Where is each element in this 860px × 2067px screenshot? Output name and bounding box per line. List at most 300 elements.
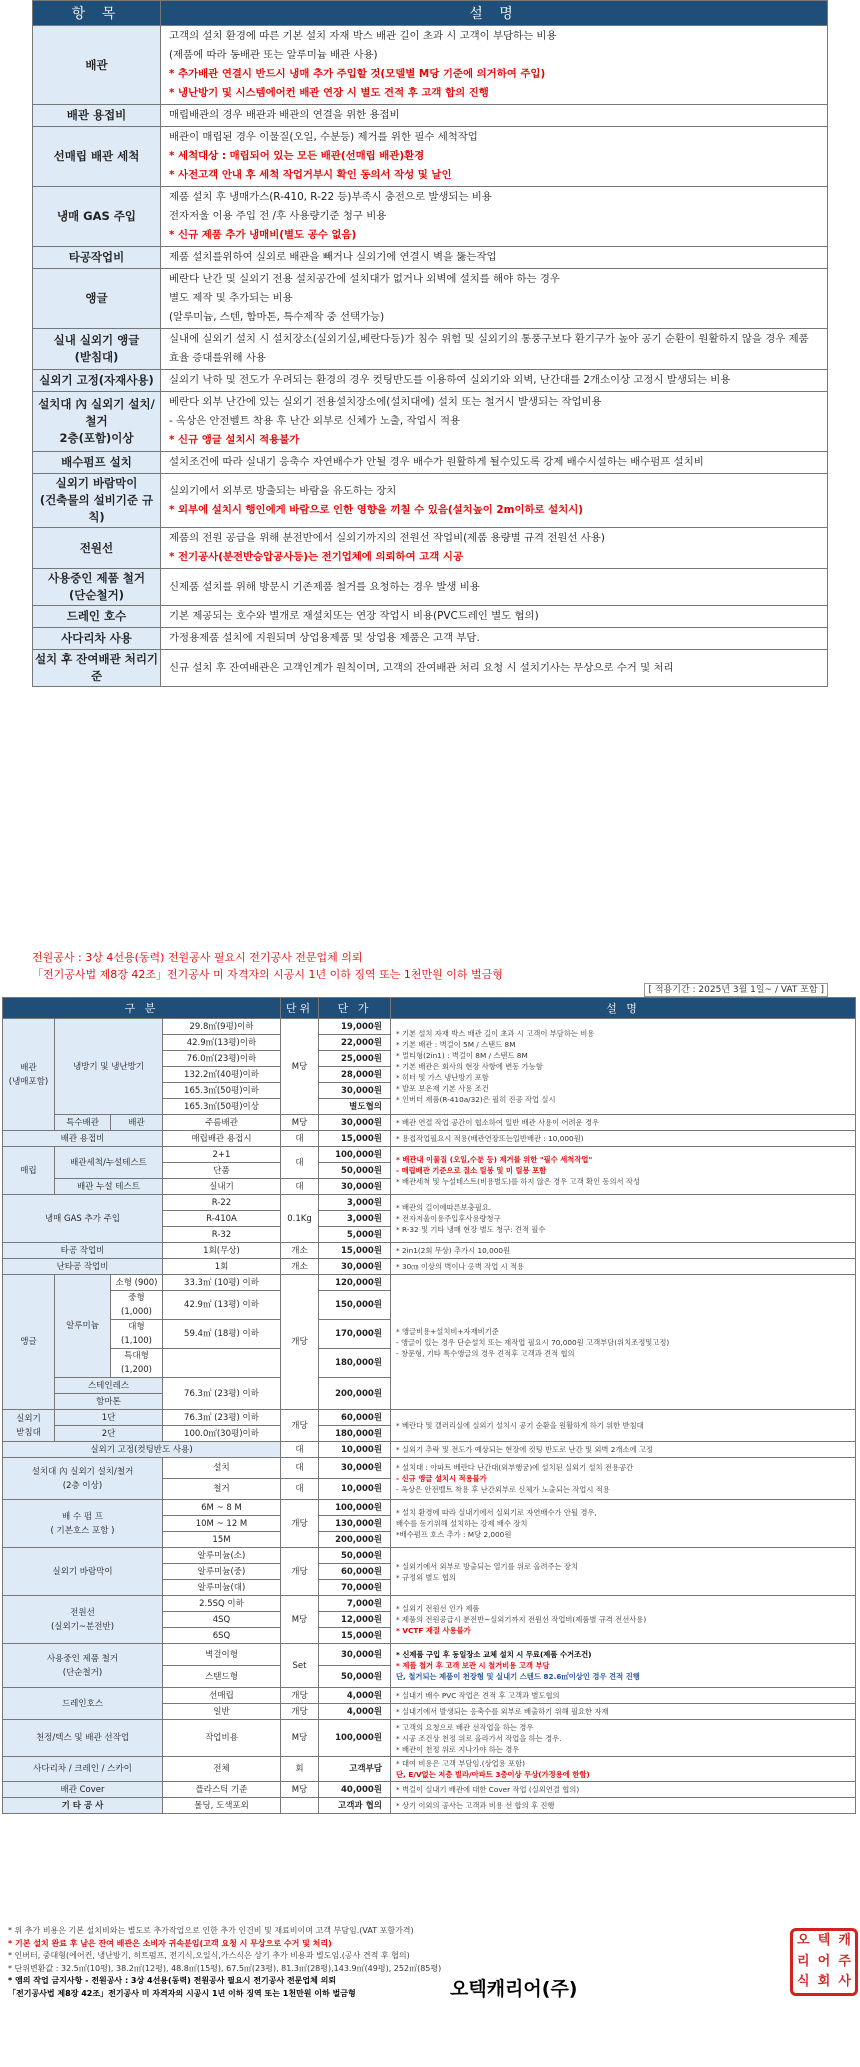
description-line: 실외기 낙하 및 전도가 우려되는 환경의 경우 컷팅반도를 이용하여 실외기와 외벽, 난간대를 2개소이상 고정시 발생되는 비용 bbox=[169, 374, 731, 386]
buried-label: 매립 bbox=[3, 1147, 55, 1195]
item-description bbox=[161, 26, 828, 105]
hole-unit: 개소 bbox=[281, 1243, 319, 1259]
fix-unit: 대 bbox=[281, 1442, 319, 1458]
item-label-line: 전원선 bbox=[79, 540, 114, 555]
description-line: * 사전고객 안내 후 세척 작업거부시 확인 동의서 작성 및 날인 bbox=[169, 169, 452, 181]
description-row bbox=[33, 392, 828, 452]
item-label bbox=[33, 569, 161, 606]
description-line: 고객의 설치 환경에 따른 기본 설치 자재 박스 배관 길이 초과 시 고객이 부담하는 비용 bbox=[169, 30, 557, 42]
wind-type: 알루미늄(소) bbox=[163, 1548, 281, 1564]
item-description bbox=[161, 650, 828, 687]
item-description bbox=[161, 269, 828, 329]
pump-price: 100,000원 bbox=[319, 1500, 391, 1516]
wind-type: 알루미늄(중) bbox=[163, 1564, 281, 1580]
description-line: * 신규 앵글 설치시 적용불가 bbox=[169, 434, 300, 446]
wind-price: 50,000원 bbox=[319, 1548, 391, 1564]
item-label-line: 설치대 內 실외기 설치/철거 bbox=[38, 397, 155, 428]
pipe-group-label: 배관 (냉매포함) bbox=[3, 1019, 55, 1131]
install-item: 설치 bbox=[163, 1458, 281, 1479]
desc-line: - 창문형, 기타 특수앵글의 경우 견적후 고객과 견적 협의 bbox=[396, 1348, 575, 1358]
hard-label: 난타공 작업비 bbox=[3, 1259, 163, 1275]
gas-label: 냉매 GAS 추가 주입 bbox=[3, 1195, 163, 1243]
item-label-line: 실외기 바람막이 bbox=[55, 476, 138, 490]
alu-price: 150,000원 bbox=[319, 1291, 391, 1320]
hard-price: 30,000원 bbox=[319, 1259, 391, 1275]
wash-price: 100,000원 bbox=[319, 1147, 391, 1163]
stand-size: 100.0㎡(30평)이하 bbox=[163, 1426, 281, 1442]
stand-desc: * 베란다 및 갤러리실에 실외기 설치시 공기 순환을 원활하게 하기 위한 받침대 bbox=[391, 1410, 856, 1442]
fix-desc: * 실외기 추락 및 전도가 예상되는 현장에 컷팅 반도로 난간 및 외벽 2개소에 고정 bbox=[391, 1442, 856, 1458]
item-description bbox=[161, 474, 828, 528]
power-price: 12,000원 bbox=[319, 1612, 391, 1628]
drain-price: 4,000원 bbox=[319, 1688, 391, 1704]
hole-label: 타공 작업비 bbox=[3, 1243, 163, 1259]
header-unit: 단위 bbox=[281, 998, 319, 1019]
item-description bbox=[161, 452, 828, 474]
ceiling-label: 천정/텍스 및 배관 선작업 bbox=[3, 1720, 163, 1757]
wind-desc bbox=[391, 1548, 856, 1596]
header-desc: 설 명 bbox=[391, 998, 856, 1019]
description-row bbox=[33, 269, 828, 329]
remove-label: 사용중인 제품 철거 (단순철거) bbox=[3, 1644, 163, 1688]
desc-line: 단, E/V없는 저층 빌라/아파트 3층이상 무상(가정용에 한함) bbox=[396, 1770, 590, 1779]
item-description bbox=[161, 370, 828, 392]
description-line: * 냉난방기 및 시스템에어컨 배관 연장 시 별도 견적 후 고객 합의 진행 bbox=[169, 87, 489, 99]
gas-price: 3,000원 bbox=[319, 1211, 391, 1227]
wash-label: 배관세척/누설테스트 bbox=[55, 1147, 163, 1179]
stand-price: 180,000원 bbox=[319, 1426, 391, 1442]
description-line: (알루미늄, 스텐, 함마톤, 특수제작 중 선택가능) bbox=[169, 311, 385, 323]
desc-line: * 전자저울이용주입후사용량청구 bbox=[396, 1214, 501, 1223]
item-label-line: (단순철거) bbox=[69, 588, 124, 602]
pipe-size: 132.2㎡(40평)이하 bbox=[163, 1067, 281, 1083]
description-row bbox=[33, 606, 828, 628]
desc-line: - 옥상은 안전벨트 착용 후 난간외부로 신체가 노출되는 작업시 적용 bbox=[396, 1485, 610, 1494]
remove-unit: Set bbox=[281, 1644, 319, 1688]
pipe-special-unit: M당 bbox=[281, 1115, 319, 1131]
item-description bbox=[161, 628, 828, 650]
item-label bbox=[33, 26, 161, 105]
hard-item: 1회 bbox=[163, 1259, 281, 1275]
seal-char: 사 bbox=[838, 1974, 851, 1990]
item-label-line: 실외기 고정(자재사용) bbox=[39, 373, 154, 387]
item-description bbox=[161, 105, 828, 127]
pipe-sub1: 냉방기 및 냉난방기 bbox=[72, 1061, 145, 1072]
desc-line: * 히터 및 가스 냉난방기 포함 bbox=[396, 1073, 489, 1082]
description-line: 배관이 매립된 경우 이물질(오일, 수분등) 제거를 위한 필수 세척작업 bbox=[169, 131, 478, 143]
item-label-line: 앵글 bbox=[85, 291, 108, 305]
desc-line: * VCTF 재질 사용불가 bbox=[396, 1626, 471, 1635]
leak-item: 실내기 bbox=[163, 1179, 281, 1195]
item-label-line: 사다리차 사용 bbox=[61, 631, 132, 645]
item-label-line: 실내 실외기 앵글 bbox=[53, 333, 140, 347]
desc-line: * 규정외 별도 협의 bbox=[396, 1572, 456, 1582]
item-label-line: (건축물의 설비기준 규칙) bbox=[39, 493, 154, 524]
wash-item: 단품 bbox=[163, 1163, 281, 1179]
pipe-price: 30,000원 bbox=[319, 1083, 391, 1099]
gas-type: R-410A bbox=[163, 1211, 281, 1227]
desc-line: * R-32 및 기타 냉매 현장 별도 청구: 견적 필수 bbox=[396, 1225, 546, 1234]
stand-size: 76.3㎡ (23평) 이하 bbox=[163, 1410, 281, 1426]
description-row bbox=[33, 569, 828, 606]
stand-label: 실외기 받침대 bbox=[3, 1410, 55, 1442]
desc-line: * 기본 배관 : 벽걸이 5M / 스탠드 8M bbox=[396, 1040, 516, 1049]
desc-line: * 배관세척 및 누설테스트(비용별도)를 하지 않은 경우 고객 확인 동의서 작성 bbox=[396, 1177, 640, 1186]
description-table bbox=[32, 0, 828, 687]
pipe-sub-label bbox=[55, 1019, 163, 1115]
power-desc bbox=[391, 1596, 856, 1644]
note-line: 「전기공사법 제8장 42조」전기공사 미 자격자의 시공시 1년 이하 징역 또는 1천만원 이하 벌금형 bbox=[32, 968, 503, 981]
leak-unit: 대 bbox=[281, 1179, 319, 1195]
pipe-price: 19,000원 bbox=[319, 1019, 391, 1035]
wash-price: 50,000원 bbox=[319, 1163, 391, 1179]
pipe-special-item: 주름배관 bbox=[163, 1115, 281, 1131]
description-row bbox=[33, 474, 828, 528]
pump-label: 배 수 펌 프 ( 기본호스 포함 ) bbox=[3, 1500, 163, 1548]
remove-item: 벽걸이형 bbox=[163, 1644, 281, 1666]
wash-unit: 대 bbox=[281, 1147, 319, 1179]
item-label-line: 설치 후 잔여배관 처리기준 bbox=[34, 652, 159, 683]
item-label bbox=[33, 474, 161, 528]
leak-price: 30,000원 bbox=[319, 1179, 391, 1195]
etc-desc: * 상기 이외의 공사는 고객과 비용 선 합의 후 진행 bbox=[391, 1798, 856, 1814]
description-line: 전자저울 이용 주입 전 /후 사용량기준 청구 비용 bbox=[169, 210, 387, 222]
header-description: 설 명 bbox=[161, 1, 828, 26]
description-row bbox=[33, 528, 828, 569]
pipe-size: 76.0㎡(23평)이하 bbox=[163, 1051, 281, 1067]
header-item: 항 목 bbox=[33, 1, 161, 26]
alu-size: 59.4㎡ (18평) 이하 bbox=[163, 1320, 281, 1349]
desc-line: * 신제품 구입 후 동일장소 교체 설치 시 무료(제품 수거조건) bbox=[396, 1650, 592, 1659]
pipe-price: 22,000원 bbox=[319, 1035, 391, 1051]
seal-char: 어 bbox=[817, 1953, 831, 1969]
footer-line: * 인버터, 중대형(에어컨, 냉난방기, 히트펌프, 전기식,오일식,가스식은 상기 추가 비용과 별도임.(공사 견적 후 협의) bbox=[8, 1951, 410, 1960]
cover-label: 배관 Cover bbox=[3, 1782, 163, 1798]
drain-desc: * 실내기에서 발생되는 응축수를 외부로 배출하기 위해 필요한 자재 bbox=[391, 1704, 856, 1720]
description-line: (제품에 따라 동배관 또는 알루미늄 배관 사용) bbox=[169, 49, 378, 61]
item-label bbox=[33, 269, 161, 329]
stand-price: 60,000원 bbox=[319, 1410, 391, 1426]
gas-price: 5,000원 bbox=[319, 1227, 391, 1243]
drain-price: 4,000원 bbox=[319, 1704, 391, 1720]
item-label bbox=[33, 187, 161, 247]
desc-line: * 설치대 : 아파트 베란다 난간대(외부행궁)에 설치된 실외기 설치 전용공간 bbox=[396, 1463, 634, 1472]
item-label bbox=[33, 370, 161, 392]
item-label-line: (받침대) bbox=[74, 350, 119, 364]
remove-price: 50,000원 bbox=[319, 1666, 391, 1688]
stn-size: 76.3㎡ (23평) 이하 bbox=[163, 1378, 281, 1410]
desc-line: * 대여 비용은 고객 부담임.(상업용 포함) bbox=[396, 1759, 525, 1768]
desc-line: * 설치 환경에 따라 실내기에서 실외기로 자연배수가 안될 경우, bbox=[396, 1508, 597, 1517]
item-description bbox=[161, 392, 828, 452]
pipe-size: 29.8㎡(9평)이하 bbox=[163, 1019, 281, 1035]
description-line: 실내에 실외기 설치 시 설치장소(실외기실,베란다등)가 침수 위험 및 실외기의 통풍구보다 환기구가 높아 공기 순환이 원활하지 않을 경우 제품 효율 증대를위해 사용 bbox=[169, 333, 809, 364]
ladder-unit: 회 bbox=[281, 1757, 319, 1782]
company-seal-icon bbox=[790, 1928, 858, 1996]
description-line: 기본 제공되는 호수와 별개로 재설치또는 연장 작업시 비용(PVC드레인 별도 협의) bbox=[169, 610, 539, 622]
wind-price: 60,000원 bbox=[319, 1564, 391, 1580]
desc-line: - 신규 앵글 설치시 적용불가 bbox=[396, 1474, 487, 1483]
item-description bbox=[161, 127, 828, 187]
desc-line: * 인버터 제품(R-410a/32)은 필히 진공 작업 실시 bbox=[396, 1095, 556, 1104]
desc-line: * 고객의 요청으로 배관 선작업을 하는 경우 bbox=[396, 1722, 534, 1732]
seal-char: 캐 bbox=[838, 1933, 851, 1948]
drain-label: 드레인호스 bbox=[3, 1688, 163, 1720]
desc-line: * 제품의 전원공급시 분전반~실외기까지 전원선 작업비(제품별 규격 전선사용) bbox=[396, 1615, 647, 1624]
desc-line: * 기본 배관은 회사의 현장 사항에 변동 가능함 bbox=[396, 1062, 543, 1071]
hole-item: 1회(무상) bbox=[163, 1243, 281, 1259]
item-label bbox=[33, 105, 161, 127]
item-description bbox=[161, 329, 828, 370]
item-description bbox=[161, 247, 828, 269]
description-line: 베란다 난간 및 실외기 전용 설치공간에 설치대가 없거나 외벽에 설치를 해야 하는 경우 bbox=[169, 273, 560, 285]
wash-desc bbox=[391, 1147, 856, 1195]
description-line: 실외기에서 외부로 방출되는 바람을 유도하는 장치 bbox=[169, 484, 397, 497]
alu-type: 대형 (1,100) bbox=[111, 1320, 163, 1349]
desc-line: * 기본 설치 자재 박스 배관 길이 초과 시 고객이 부담하는 비용 bbox=[396, 1029, 595, 1038]
weld-label: 배관 용접비 bbox=[3, 1131, 163, 1147]
wind-price: 70,000원 bbox=[319, 1580, 391, 1596]
alu-type: 중형 (1,000) bbox=[111, 1291, 163, 1320]
wash-item: 2+1 bbox=[163, 1147, 281, 1163]
fix-label: 실외기 고정(컷팅반도 사용) bbox=[3, 1442, 281, 1458]
desc-line: * 배관내 이물질 (오일,수분 등) 제거를 위한 "필수 세척작업" bbox=[396, 1155, 593, 1164]
description-line: 별도 제작 및 추가되는 비용 bbox=[169, 292, 293, 304]
item-description bbox=[161, 528, 828, 569]
weld-unit: 대 bbox=[281, 1131, 319, 1147]
pump-type: 6M ~ 8 M bbox=[163, 1500, 281, 1516]
description-line: * 외부에 설치시 행인에게 바람으로 인한 영향을 끼칠 수 있음(설치높이 2m이하로 설치시) bbox=[169, 503, 584, 516]
power-type: 4SQ bbox=[163, 1612, 281, 1628]
alu-price: 180,000원 bbox=[319, 1349, 391, 1378]
ceiling-item: 작업비용 bbox=[163, 1720, 281, 1757]
stand-type: 1단 bbox=[55, 1410, 163, 1426]
description-line: * 세척대상 : 매립되어 있는 모든 배관(선매립 배관)환경 bbox=[169, 150, 425, 162]
item-label bbox=[33, 528, 161, 569]
description-line: 신규 설치 후 잔여배관은 고객인계가 원칙이며, 고객의 잔여배관 처리 요청 시 설치기사는 무상으로 수거 및 처리 bbox=[169, 661, 674, 674]
alu-type: 특대형 (1,200) bbox=[111, 1349, 163, 1378]
hole-desc: * 2in1(2회 무상) 추가시 10,000원 bbox=[391, 1243, 856, 1259]
ladder-label: 사다리차 / 크레인 / 스카이 bbox=[3, 1757, 163, 1782]
pump-type: 15M bbox=[163, 1532, 281, 1548]
fix-price: 10,000원 bbox=[319, 1442, 391, 1458]
alu-price: 170,000원 bbox=[319, 1320, 391, 1349]
item-label bbox=[33, 329, 161, 370]
description-line: 베란다 외부 난간에 있는 실외기 전용설치장소에(설치대에) 설치 또는 철거시 발생되는 작업비용 bbox=[169, 396, 602, 408]
item-label-line: 드레인 호수 bbox=[66, 609, 127, 623]
pipe-size: 165.3㎡(50평)이상 bbox=[163, 1099, 281, 1115]
description-row bbox=[33, 628, 828, 650]
header-price: 단 가 bbox=[319, 998, 391, 1019]
drain-desc: * 실내기 배수 PVC 작업은 견적 후 고객과 별도협의 bbox=[391, 1688, 856, 1704]
item-label bbox=[33, 606, 161, 628]
desc-line: * 실외기에서 외부로 방출되는 열기를 위로 올려주는 장치 bbox=[396, 1561, 579, 1571]
stand-type: 2단 bbox=[55, 1426, 163, 1442]
period-label bbox=[32, 982, 828, 995]
seal-char: 회 bbox=[817, 1974, 831, 1990]
alu-size: 42.9㎡ (13평) 이하 bbox=[163, 1291, 281, 1320]
stainless-label: 스테인레스 bbox=[55, 1378, 163, 1394]
install-label: 설치대 內 실외기 설치/철거 (2층 이상) bbox=[3, 1458, 163, 1500]
item-label bbox=[33, 127, 161, 187]
leak-label: 배관 누설 테스트 bbox=[55, 1179, 163, 1195]
pump-type: 10M ~ 12 M bbox=[163, 1516, 281, 1532]
drain-item: 선매립 bbox=[163, 1688, 281, 1704]
desc-line: * 배관이 천정 위로 지나가야 하는 경우 bbox=[396, 1744, 520, 1754]
pipe-price: 25,000원 bbox=[319, 1051, 391, 1067]
cover-unit: M당 bbox=[281, 1782, 319, 1798]
gas-unit: 0.1Kg bbox=[281, 1195, 319, 1243]
item-label bbox=[33, 628, 161, 650]
desc-line: * 실외기 전원선 인가 제품 bbox=[396, 1604, 480, 1613]
description-line: * 신규 제품 추가 냉매비(별도 공수 없음) bbox=[169, 229, 357, 241]
seal-char: 오 bbox=[797, 1933, 810, 1948]
etc-item: 몰딩, 도색포외 bbox=[163, 1798, 281, 1814]
desc-line: * 배관의 길이에따른보충필요. bbox=[396, 1203, 492, 1212]
ceiling-price: 100,000원 bbox=[319, 1720, 391, 1757]
description-line: 제품의 전원 공급을 위해 분전반에서 실외기까지의 전원선 작업비(제품 용량별 규격 전원선 사용) bbox=[169, 532, 605, 544]
item-label-line: 타공작업비 bbox=[68, 250, 125, 264]
description-line: * 추가배관 연결시 반드시 냉매 추가 주입할 것(모델별 M당 기준에 의거하여 주입) bbox=[169, 68, 546, 80]
etc-price: 고객과 협의 bbox=[319, 1798, 391, 1814]
wind-unit: 개당 bbox=[281, 1548, 319, 1596]
desc-line: - 앵글이 있는 경우 단순설치 또는 재작업 필요시 70,000원 고객부담(위치조정및고정) bbox=[396, 1337, 670, 1347]
stand-unit: 개당 bbox=[281, 1410, 319, 1442]
power-unit: M당 bbox=[281, 1596, 319, 1644]
description-row bbox=[33, 452, 828, 474]
item-label-line: 배수펌프 설치 bbox=[61, 455, 132, 469]
ladder-desc bbox=[391, 1757, 856, 1782]
weld-price: 15,000원 bbox=[319, 1131, 391, 1147]
drain-unit: 개당 bbox=[281, 1688, 319, 1704]
remove-desc bbox=[391, 1644, 856, 1688]
description-line: 제품 설치 후 냉매가스(R-410, R-22 등)부족시 충전으로 발생되는 비용 bbox=[169, 191, 492, 203]
footer-line: 「전기공사법 제8장 42조」전기공사 미 자격자의 시공시 1년 이하 징역 또는 1천만원 이하 벌금형 bbox=[8, 1988, 356, 1998]
gas-type: R-32 bbox=[163, 1227, 281, 1243]
price-table bbox=[2, 997, 856, 1814]
install-price: 10,000원 bbox=[319, 1479, 391, 1500]
pipe-special-label: 특수배관 bbox=[55, 1115, 111, 1131]
footer-line: * 앰의 작업 금지사항 - 전원공사 : 3상 4선용(동력) 전원공사 필요시 전기공사 전문업체 의뢰 bbox=[8, 1976, 337, 1985]
desc-line: * 앵글비용+설치비+자재비기준 bbox=[396, 1326, 499, 1336]
cover-price: 40,000원 bbox=[319, 1782, 391, 1798]
item-description bbox=[161, 187, 828, 247]
hard-unit: 개소 bbox=[281, 1259, 319, 1275]
angle-label: 앵글 bbox=[3, 1275, 55, 1410]
item-label bbox=[33, 452, 161, 474]
description-row bbox=[33, 650, 828, 687]
seal-char: 리 bbox=[797, 1953, 810, 1969]
description-line: * 전기공사(분전반승압공사등)는 전기업체에 의뢰하여 고객 시공 bbox=[169, 551, 463, 563]
cover-desc: * 벽걸이 실내기 배관에 대한 Cover 작업 (실외연결 협의) bbox=[391, 1782, 856, 1798]
alu-type: 소형 (900) bbox=[111, 1275, 163, 1291]
description-row bbox=[33, 247, 828, 269]
etc-unit bbox=[281, 1798, 319, 1814]
desc-line: 배수를 동기위해 설치하는 강제 배수 장치 bbox=[396, 1519, 528, 1528]
pipe-size: 165.3㎡(50평)이하 bbox=[163, 1083, 281, 1099]
item-label bbox=[33, 392, 161, 452]
stn-price: 200,000원 bbox=[319, 1378, 391, 1410]
description-line: 제품 설치를위하여 실외로 배관을 빼거나 실외기에 연결시 벽을 뚫는작업 bbox=[169, 251, 497, 263]
power-notes bbox=[32, 949, 828, 983]
alu-label: 알루미늄 bbox=[55, 1275, 111, 1378]
remove-item: 스탠드형 bbox=[163, 1666, 281, 1688]
item-label-line: 사용중인 제품 철거 bbox=[48, 571, 145, 585]
install-desc bbox=[391, 1458, 856, 1500]
pipe-desc bbox=[391, 1019, 856, 1115]
ceiling-desc bbox=[391, 1720, 856, 1757]
power-type: 6SQ bbox=[163, 1628, 281, 1644]
hole-price: 15,000원 bbox=[319, 1243, 391, 1259]
power-type: 2.5SQ 이하 bbox=[163, 1596, 281, 1612]
item-label-line: 선매립 배관 세척 bbox=[53, 149, 140, 163]
period-text: [ 적용기간 : 2025년 3월 1일~ / VAT 포함 ] bbox=[644, 983, 828, 997]
pump-price: 200,000원 bbox=[319, 1532, 391, 1548]
angle-unit: 개당 bbox=[281, 1275, 319, 1410]
gas-price: 3,000원 bbox=[319, 1195, 391, 1211]
power-label: 전원선 (실외기~분전반) bbox=[3, 1596, 163, 1644]
desc-line: * 발포 보온재 기본 사용 조건 bbox=[396, 1084, 489, 1093]
description-line: 설치조건에 따라 실내기 응축수 자연배수가 안될 경우 배수가 원활하게 될수있도록 강제 배수시설하는 배수펌프 설치비 bbox=[169, 456, 704, 468]
desc-line: - 매립배관 기준으로 질소 릴봉 및 미 릴봉 포함 bbox=[396, 1166, 547, 1175]
footer-line: * 위 추가 비용은 기본 설치비와는 별도로 추가작업으로 인한 추가 인건비 및 재료비이며 고객 부담임.(VAT 포함가격) bbox=[8, 1926, 414, 1935]
weld-item: 매립배관 용접시 bbox=[163, 1131, 281, 1147]
ceiling-unit: M당 bbox=[281, 1720, 319, 1757]
wind-type: 알루미늄(대) bbox=[163, 1580, 281, 1596]
pump-unit: 개당 bbox=[281, 1500, 319, 1548]
pipe-unit: M당 bbox=[281, 1019, 319, 1115]
description-rows bbox=[33, 26, 828, 687]
desc-line: *배수펌프 호스 추가 : M당 2,000원 bbox=[396, 1530, 512, 1539]
angle-desc bbox=[391, 1275, 856, 1410]
item-label bbox=[33, 247, 161, 269]
pipe-size: 42.9㎡(13평)이하 bbox=[163, 1035, 281, 1051]
alu-size: 33.3㎡ (10평) 이하 bbox=[163, 1275, 281, 1291]
install-price: 30,000원 bbox=[319, 1458, 391, 1479]
item-description bbox=[161, 606, 828, 628]
hammer-label: 함마톤 bbox=[55, 1394, 163, 1410]
seal-char: 텍 bbox=[817, 1933, 831, 1948]
description-line: 신제품 설치를 위해 방문시 기존제품 철거를 요청하는 경우 발생 비용 bbox=[169, 580, 480, 593]
desc-line: * 시공 조건상 천정 위로 올라가서 작업을 하는 경우. bbox=[396, 1733, 562, 1743]
weld-desc: * 용접작업필요시 적용(배관연장또는일반배관 : 10,000원) bbox=[391, 1131, 856, 1147]
install-unit: 대 bbox=[281, 1458, 319, 1479]
company-logo: 오텍캐리어(주) bbox=[450, 1978, 578, 2000]
pipe-sub2-label: 배관 bbox=[111, 1115, 163, 1131]
seal-char: 식 bbox=[797, 1974, 810, 1990]
description-row bbox=[33, 105, 828, 127]
cover-item: 플라스틱 기준 bbox=[163, 1782, 281, 1798]
item-label-line: 배관 bbox=[85, 57, 108, 72]
item-description bbox=[161, 569, 828, 606]
description-section bbox=[32, 0, 828, 687]
etc-label: 기 타 공 사 bbox=[3, 1798, 163, 1814]
gas-desc bbox=[391, 1195, 856, 1243]
item-label bbox=[33, 650, 161, 687]
item-label-line: 냉매 GAS 주입 bbox=[56, 209, 137, 223]
remove-price: 30,000원 bbox=[319, 1644, 391, 1666]
item-label-line: 2층(포함)이상 bbox=[59, 431, 134, 445]
header-category: 구 분 bbox=[3, 998, 281, 1019]
hard-desc: * 30㎝ 이상의 벽이나 옹벽 작업 시 적용 bbox=[391, 1259, 856, 1275]
power-price: 15,000원 bbox=[319, 1628, 391, 1644]
pump-desc bbox=[391, 1500, 856, 1548]
desc-line: 단, 철거되는 제품이 천장형 및 실내기 스텐드 82.6㎡이상인 경우 견적 진행 bbox=[396, 1672, 640, 1681]
description-row bbox=[33, 370, 828, 392]
desc-line: * 제품 철거 후 고객 보관 시 철거비용 고객 부담 bbox=[396, 1661, 550, 1670]
item-label-line: 배관 용접비 bbox=[66, 108, 127, 122]
description-line: - 옥상은 안전벨트 착용 후 난간 외부로 신체가 노출, 작업시 적용 bbox=[169, 415, 461, 427]
